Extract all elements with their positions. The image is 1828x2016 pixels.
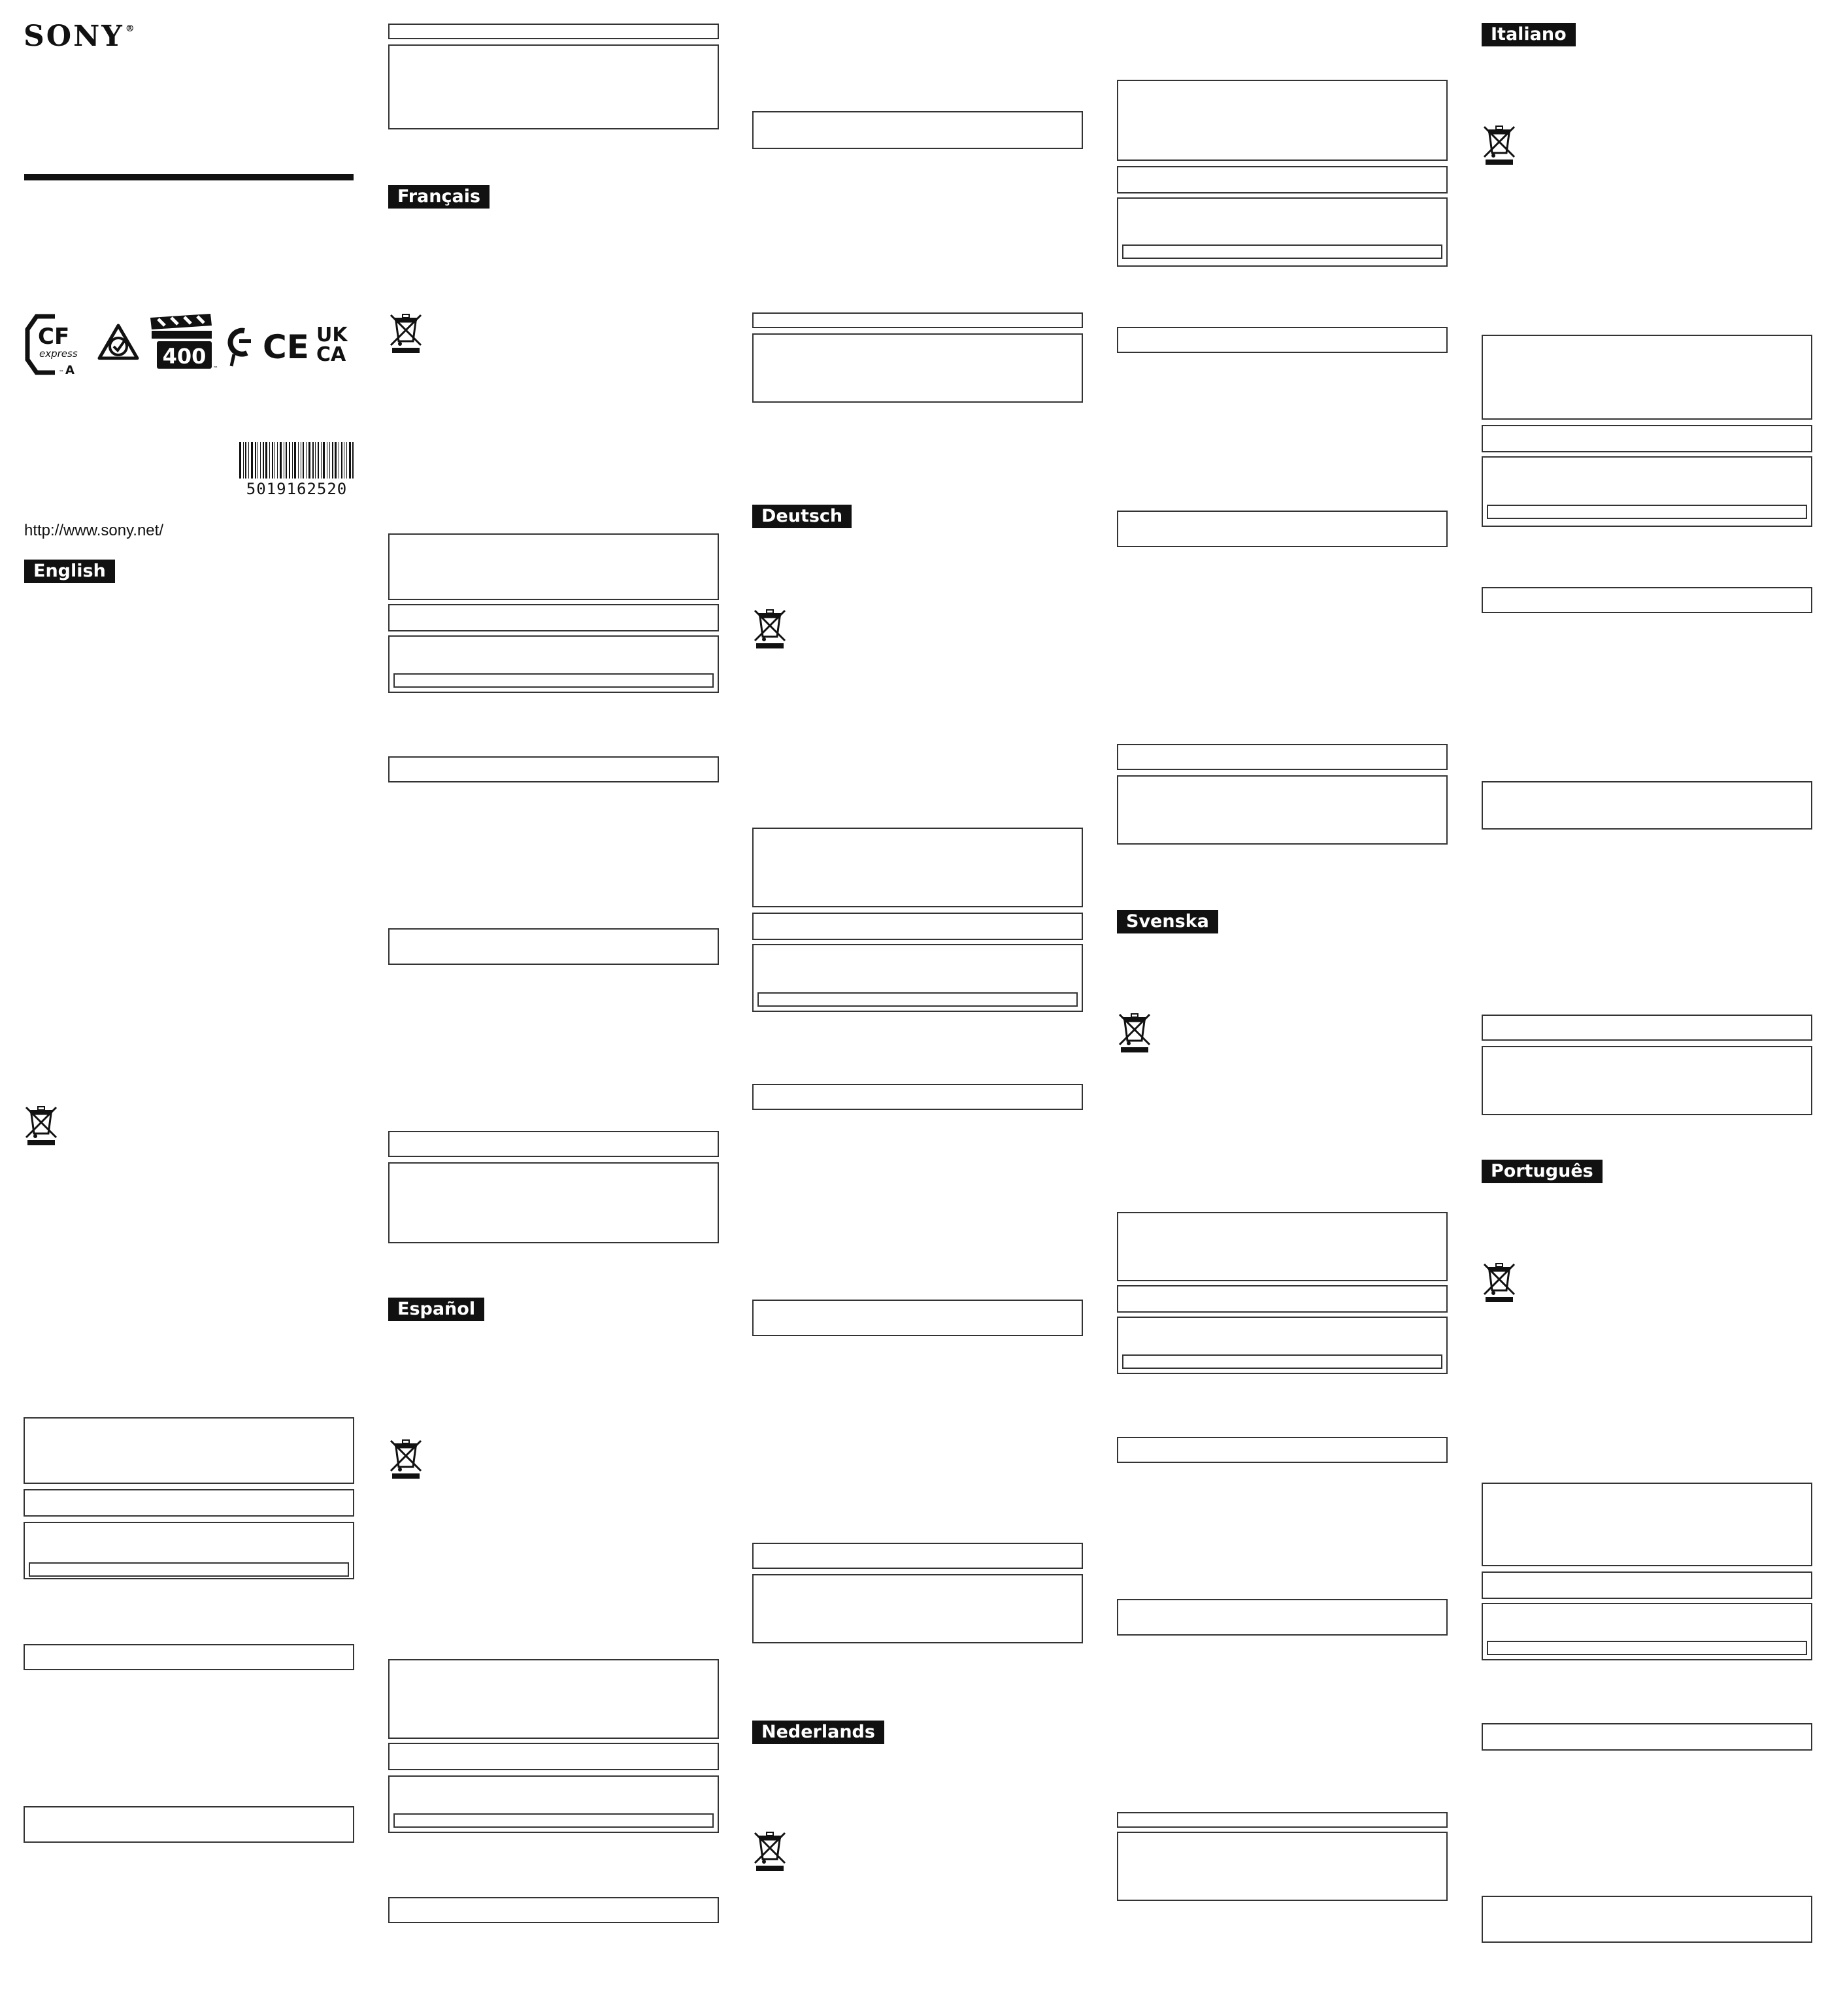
barcode-bar	[298, 442, 299, 479]
rcm-compliance-icon	[95, 311, 141, 383]
notice-box	[1482, 1571, 1812, 1599]
ukca-bottom-text: CA	[316, 343, 346, 366]
barcode-bar	[280, 442, 282, 479]
crossed-out-wheelie-bin-icon	[1482, 124, 1517, 163]
notice-box	[1482, 781, 1812, 830]
barcode-bar	[272, 442, 273, 479]
product-barcode	[239, 442, 354, 498]
barcode-bar	[277, 442, 278, 479]
notice-box	[388, 1131, 719, 1157]
notice-box	[393, 1813, 714, 1828]
crossed-out-wheelie-bin-icon	[752, 1830, 788, 1870]
notice-box	[1482, 1896, 1812, 1943]
notice-box	[1482, 587, 1812, 613]
notice-box	[757, 992, 1078, 1007]
barcode-bar	[269, 442, 270, 479]
notice-box	[752, 828, 1083, 907]
ukca-mark	[315, 311, 357, 383]
notice-box	[1117, 1812, 1448, 1828]
barcode-bar	[323, 442, 325, 479]
notice-box	[752, 1543, 1083, 1569]
crossed-out-wheelie-bin-icon	[752, 608, 788, 647]
cfexpress-cf-text: CF	[38, 324, 70, 350]
lang-header-espanol: Español	[388, 1298, 484, 1321]
notice-box	[1487, 505, 1807, 519]
barcode-bar	[315, 442, 316, 479]
notice-box	[24, 1489, 354, 1517]
notice-box	[1482, 335, 1812, 420]
barcode-bar	[292, 442, 293, 479]
barcode-bar	[289, 442, 290, 479]
notice-box	[1482, 425, 1812, 452]
notice-box	[1482, 1046, 1812, 1115]
notice-box	[1117, 166, 1448, 193]
barcode-bar	[265, 442, 267, 479]
notice-box	[1482, 1483, 1812, 1566]
barcode-bar	[239, 442, 241, 479]
notice-box	[388, 1162, 719, 1243]
sony-logo	[24, 20, 137, 53]
barcode-bars	[239, 442, 354, 479]
barcode-bar	[332, 442, 333, 479]
barcode-bar	[318, 442, 319, 479]
notice-box	[1482, 1015, 1812, 1041]
crossed-out-wheelie-bin-icon	[1482, 1262, 1517, 1301]
barcode-bar	[251, 442, 253, 479]
barcode-bar	[274, 442, 275, 479]
notice-box	[752, 1574, 1083, 1643]
website-url[interactable]: http://www.sony.net/	[24, 522, 163, 539]
crossed-out-wheelie-bin-icon	[1117, 1012, 1152, 1051]
registered-mark: ®	[125, 24, 137, 34]
notice-box	[1117, 1599, 1448, 1636]
notice-box	[1117, 1285, 1448, 1313]
barcode-bar	[245, 442, 246, 479]
barcode-bar	[255, 442, 256, 479]
notice-box	[29, 1562, 349, 1577]
barcode-bar	[303, 442, 304, 479]
notice-box	[1482, 1723, 1812, 1751]
notice-box	[752, 1084, 1083, 1110]
crossed-out-wheelie-bin-icon	[388, 1438, 424, 1477]
notice-box	[752, 111, 1083, 149]
notice-box	[1117, 511, 1448, 547]
barcode-bar	[321, 442, 322, 479]
ce-mark	[263, 311, 310, 383]
notice-box	[752, 333, 1083, 403]
lang-header-nederlands: Nederlands	[752, 1721, 884, 1744]
notice-box	[1122, 244, 1442, 259]
barcode-bar	[346, 442, 347, 479]
notice-box	[1117, 1437, 1448, 1463]
cfexpress-express-text: express	[39, 348, 78, 360]
vpg-400-text: 400	[162, 344, 207, 369]
cfexpress-type-a-logo	[22, 311, 88, 383]
lang-header-deutsch: Deutsch	[752, 505, 852, 528]
notice-box	[752, 913, 1083, 940]
notice-box	[388, 44, 719, 129]
barcode-bar	[349, 442, 351, 479]
barcode-bar	[335, 442, 337, 479]
barcode-bar	[263, 442, 264, 479]
notice-box	[1117, 744, 1448, 770]
barcode-bar	[352, 442, 354, 479]
notice-box	[24, 1417, 354, 1484]
fcc-recycle-icon	[225, 311, 256, 383]
notice-box	[388, 928, 719, 965]
title-rule	[24, 174, 354, 180]
crossed-out-wheelie-bin-icon	[24, 1105, 59, 1144]
barcode-bar	[312, 442, 314, 479]
barcode-bar	[329, 442, 330, 479]
notice-box	[388, 533, 719, 600]
notice-box	[388, 1897, 719, 1923]
notice-box	[1117, 1832, 1448, 1901]
ukca-top-text: UK	[316, 324, 348, 346]
cfexpress-tm-text: ™	[59, 369, 64, 375]
notice-box	[388, 1659, 719, 1739]
notice-box	[1117, 80, 1448, 161]
notice-box	[388, 604, 719, 631]
barcode-bar	[248, 442, 249, 479]
notice-box	[1117, 327, 1448, 353]
barcode-bar	[243, 442, 244, 479]
notice-box	[388, 756, 719, 782]
notice-box	[1122, 1354, 1442, 1369]
barcode-bar	[308, 442, 310, 479]
notice-box	[388, 1743, 719, 1770]
notice-box	[1117, 775, 1448, 845]
lang-header-francais: Français	[388, 185, 490, 209]
barcode-bar	[294, 442, 296, 479]
notice-box	[388, 24, 719, 39]
lang-header-svenska: Svenska	[1117, 910, 1218, 933]
barcode-bar	[286, 442, 287, 479]
ce-mark-text: CE	[263, 328, 309, 366]
notice-box	[1487, 1641, 1807, 1655]
lang-header-italiano: Italiano	[1482, 23, 1576, 46]
vpg-400-logo	[148, 311, 220, 383]
brand-logo-text: SONY	[24, 20, 124, 53]
barcode-bar	[260, 442, 261, 479]
notice-box	[1117, 1212, 1448, 1281]
barcode-bar	[306, 442, 307, 479]
notice-box	[752, 312, 1083, 328]
crossed-out-wheelie-bin-icon	[388, 312, 424, 352]
vpg-tm-text: ™	[213, 365, 218, 371]
notice-box	[24, 1806, 354, 1843]
lang-header-portugues: Português	[1482, 1160, 1603, 1183]
notice-box	[393, 673, 714, 688]
notice-box	[752, 1300, 1083, 1336]
barcode-bar	[341, 442, 342, 479]
notice-box	[24, 1644, 354, 1670]
lang-header-english: English	[24, 560, 115, 583]
cfexpress-type-text: A	[65, 363, 75, 377]
barcode-number: 5019162520	[246, 480, 348, 498]
